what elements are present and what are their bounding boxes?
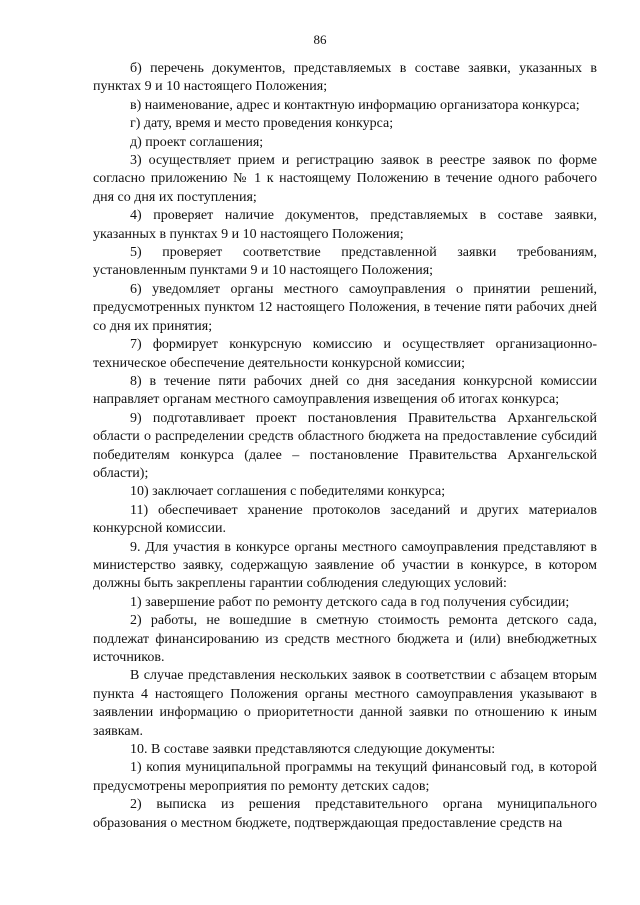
paragraph: 8) в течение пяти рабочих дней со дня заседания конкурсной комиссии направляет органам местного самоуправления извещения об итогах конкурса; — [93, 373, 597, 408]
paragraph: 1) завершение работ по ремонту детского сада в год получения субсидии; — [130, 594, 570, 610]
paragraph: 9. Для участия в конкурсе органы местного самоуправления представляют в министерство заявку, содержащую заявление об участии в конкурсе, в котором должны быть закреплены гарантии соблюдения следующих условий: — [93, 539, 597, 592]
paragraph: 2) работы, не вошедшие в сметную стоимость ремонта детского сада, подлежат финансированию из средств местного бюджета и (или) внебюджетных источников. — [93, 613, 597, 665]
paragraph: В случае представления нескольких заявок в соответствии с абзацем вторым пункта 4 настоящего Положения органы местного самоуправления указывают в заявлении информацию о приоритетности данной заявки по отношению к иным заявкам. — [93, 668, 597, 739]
paragraph: б) перечень документов, представляемых в составе заявки, указанных в пунктах 9 и 10 настоящего Положения; — [93, 61, 597, 95]
paragraph: д) проект соглашения; — [130, 134, 264, 150]
document-body — [93, 60, 597, 833]
paragraph: 2) выписка из решения представительного органа муниципального образования о местном бюджете, подтверждающая предоставление средств на — [93, 797, 597, 831]
paragraph: 4) проверяет наличие документов, представляемых в составе заявки, указанных в пунктах 9 и 10 настоящего Положения; — [93, 208, 597, 242]
paragraph: 1) копия муниципальной программы на текущий финансовый год, в которой предусмотрены мероприятия по ремонту детских садов; — [93, 760, 597, 794]
paragraph: 9) подготавливает проект постановления Правительства Архангельской области о распределении средств областного бюджета на предоставление субсидий победителям конкурса (далее – постановление Правительства Архангельской области); — [93, 410, 597, 481]
paragraph: 11) обеспечивает хранение протоколов заседаний и других материалов конкурсной комиссии. — [93, 502, 597, 537]
page-number: 86 — [313, 32, 327, 47]
paragraph: 7) формирует конкурсную комиссию и осуществляет организационно-техническое обеспечение деятельности конкурсной комиссии; — [93, 337, 597, 371]
paragraph: г) дату, время и место проведения конкурса; — [130, 116, 394, 132]
paragraph: 6) уведомляет органы местного самоуправления о принятии решений, предусмотренных пунктом 12 настоящего Положения, в течение пяти рабочих дней со дня их принятия; — [93, 281, 597, 334]
paragraph: 5) проверяет соответствие представленной заявки требованиям, установленным пунктами 9 и 10 настоящего Положения; — [93, 245, 597, 279]
paragraph: в) наименование, адрес и контактную информацию организатора конкурса; — [130, 97, 580, 113]
paragraph: 10. В составе заявки представляются следующие документы: — [130, 742, 496, 758]
paragraph: 10) заключает соглашения с победителями конкурса; — [130, 484, 446, 500]
paragraph: 3) осуществляет прием и регистрацию заявок в реестре заявок по форме согласно приложению № 1 к настоящему Положению в течение одного рабочего дня со дня их поступления; — [93, 153, 597, 205]
